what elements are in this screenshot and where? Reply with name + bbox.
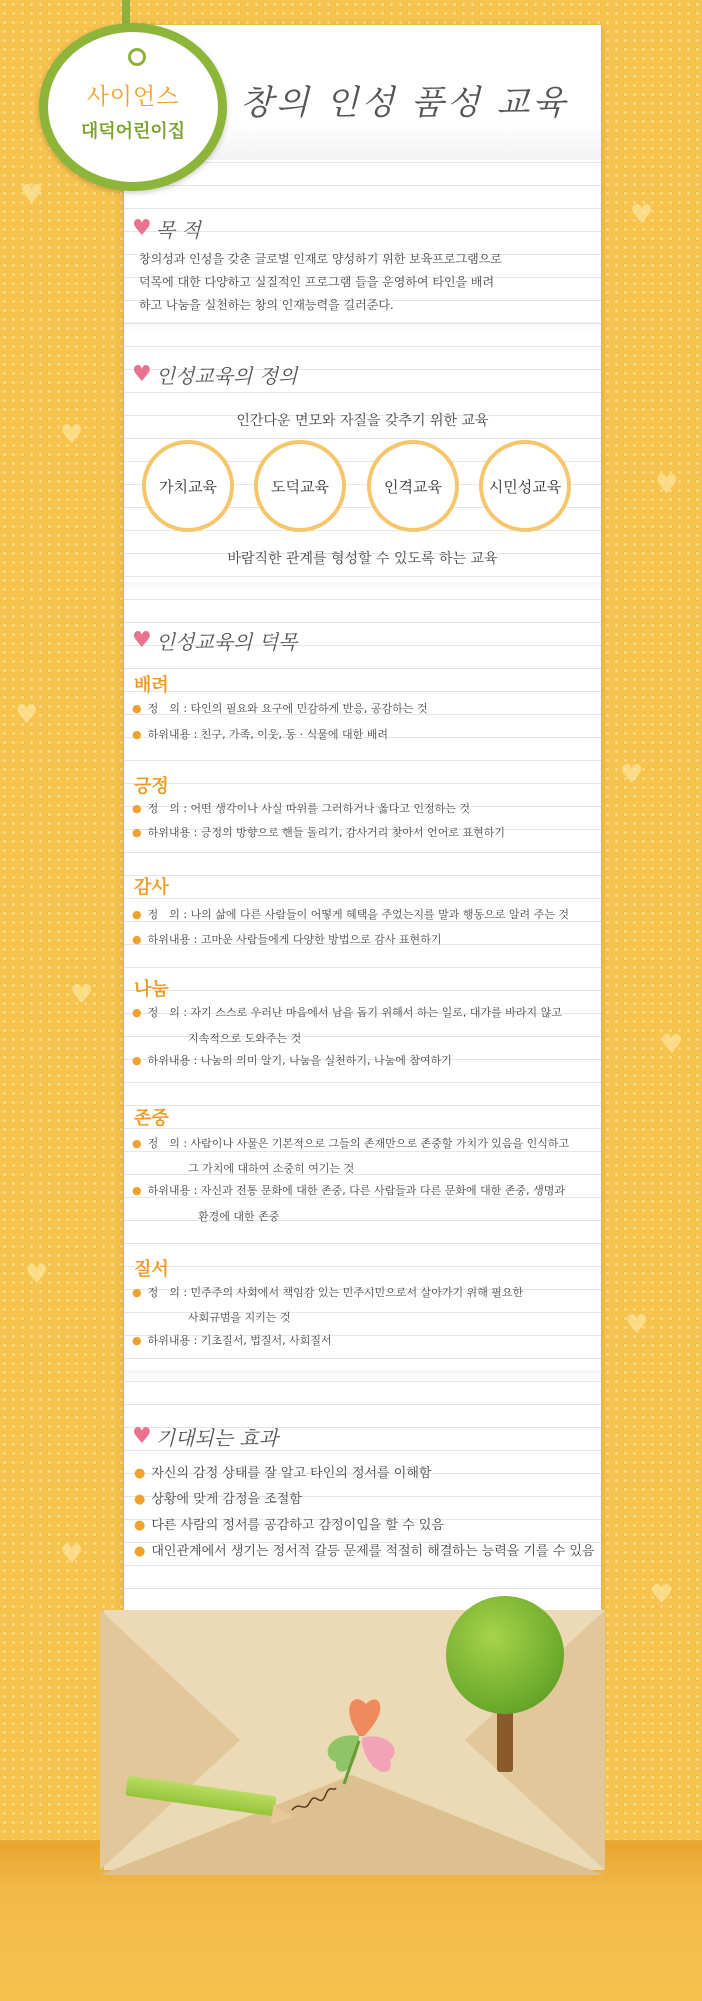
purpose-line: 덕목에 대한 다양하고 실질적인 프로그램 들을 운영하여 타인을 배려	[139, 275, 495, 289]
virtue-heading: 긍정	[134, 776, 169, 797]
virtue-definition: ● 정 의 : 자기 스스로 우러난 마음에서 남을 돕기 위해서 하는 일로, 대가를 바라지 않고	[132, 1006, 562, 1019]
virtue-definition-cont: 그 가치에 대하여 소중히 여기는 것	[188, 1162, 355, 1175]
virtue-heading: 질서	[134, 1259, 169, 1280]
virtue-sub-cont: 환경에 대한 존중	[198, 1210, 280, 1223]
effect-item: ● 자신의 감정 상태를 잘 알고 타인의 정서를 이해함	[134, 1466, 432, 1481]
badge-line1: 사이언스	[86, 83, 180, 110]
virtue-definition: ● 정 의 : 사람이나 사물은 기본적으로 그들의 존재만으로 존중할 가치가 있음을 인식하고	[132, 1137, 570, 1150]
definition-top-text: 인간다운 면모와 자질을 갖추기 위한 교육	[236, 413, 489, 429]
divider	[124, 322, 601, 332]
virtue-sub: ● 하위내용 : 나눔의 의미 알기, 나눔을 실천하기, 나눔에 참여하기	[132, 1054, 452, 1067]
virtue-definition: ● 정 의 : 어떤 생각이나 사실 따위를 그러하거나 옳다고 인정하는 것	[132, 802, 471, 815]
purpose-line: 창의성과 인성을 갖춘 글로벌 인재로 양성하기 위한 보육프로그램으로	[139, 252, 502, 266]
virtue-sub: ● 하위내용 : 기초질서, 법질서, 사회질서	[132, 1334, 332, 1347]
virtue-sub: ● 하위내용 : 자신과 전통 문화에 대한 존중, 다른 사람들과 다른 문화에 대한 존중, 생명과	[132, 1184, 566, 1197]
section-title-definition	[132, 360, 297, 389]
virtue-heading: 감사	[134, 877, 169, 898]
virtue-definition: ● 정 의 : 민주주의 사회에서 책임감 있는 민주시민으로서 살아가기 위해 필요한	[132, 1286, 524, 1299]
section-title-purpose	[132, 214, 201, 243]
scribble-icon	[290, 1780, 340, 1820]
virtues-title-text: 인성교육의 덕목	[155, 630, 298, 654]
section-title-effects	[132, 1422, 278, 1451]
purpose-title-text: 목 적	[155, 218, 201, 242]
virtue-sub: ● 하위내용 : 고마운 사람들에게 다양한 방법으로 감사 표현하기	[132, 933, 442, 946]
virtue-heading: 배려	[134, 675, 169, 696]
virtue-heading: 나눔	[134, 979, 169, 1000]
effect-item: ● 대인관계에서 생기는 정서적 갈등 문제를 적절히 해결하는 능력을 기를 수 있음	[134, 1544, 595, 1559]
virtue-sub: ● 하위내용 : 긍정의 방향으로 핸들 돌리기, 감사거리 찾아서 언어로 표현하기	[132, 826, 506, 839]
virtue-definition: ● 정 의 : 타인의 필요와 요구에 민감하게 반응, 공감하는 것	[132, 702, 428, 715]
effect-item: ● 상황에 맞게 감정을 조절함	[134, 1492, 302, 1507]
virtue-definition-cont: 사회규범을 지키는 것	[188, 1311, 291, 1324]
divider	[124, 1370, 601, 1380]
circle-citizenship-education: 시민성교육	[479, 440, 571, 532]
purpose-line: 하고 나눔을 실천하는 창의 인재능력을 길러준다.	[139, 298, 394, 312]
circle-character-education: 인격교육	[367, 440, 459, 532]
page-title: 창의 인성 품성 교육	[240, 83, 569, 123]
circle-value-education: 가치교육	[142, 440, 234, 532]
section-title-virtues	[132, 626, 297, 655]
school-badge	[39, 23, 227, 191]
divider	[124, 582, 601, 592]
heart-icon: ♥	[132, 628, 152, 653]
definition-bottom-text: 바람직한 관계를 형성할 수 있도록 하는 교육	[227, 551, 498, 567]
clover-flower-icon	[304, 1686, 414, 1786]
badge-line2: 대덕어린이집	[80, 120, 186, 142]
virtue-definition: ● 정 의 : 나의 삶에 다른 사람들이 어떻게 혜택을 주었는지를 말과 행동으로 알려 주는 것	[132, 908, 570, 921]
circle-moral-education: 도덕교육	[254, 440, 346, 532]
virtue-sub: ● 하위내용 : 친구, 가족, 이웃, 동 · 식물에 대한 배려	[132, 728, 389, 741]
virtue-definition-cont: 지속적으로 도와주는 것	[188, 1032, 302, 1045]
purpose-text	[139, 248, 502, 317]
tree-icon	[446, 1596, 564, 1714]
heart-icon: ♥	[132, 362, 152, 387]
effects-title-text: 기대되는 효과	[155, 1426, 279, 1450]
effect-item: ● 다른 사람의 정서를 공감하고 감정이입을 할 수 있음	[134, 1518, 444, 1533]
heart-icon: ♥	[132, 1424, 152, 1449]
heart-icon: ♥	[132, 216, 152, 241]
pin-icon	[128, 48, 146, 66]
definition-title-text: 인성교육의 정의	[155, 364, 298, 388]
virtue-heading: 존중	[134, 1108, 169, 1129]
background-hearts: ♥ ♥ ♥ ♥ ♥ ♥ ♥ ♥ ♥ ♥ ♥ ♥	[15, 180, 684, 1610]
